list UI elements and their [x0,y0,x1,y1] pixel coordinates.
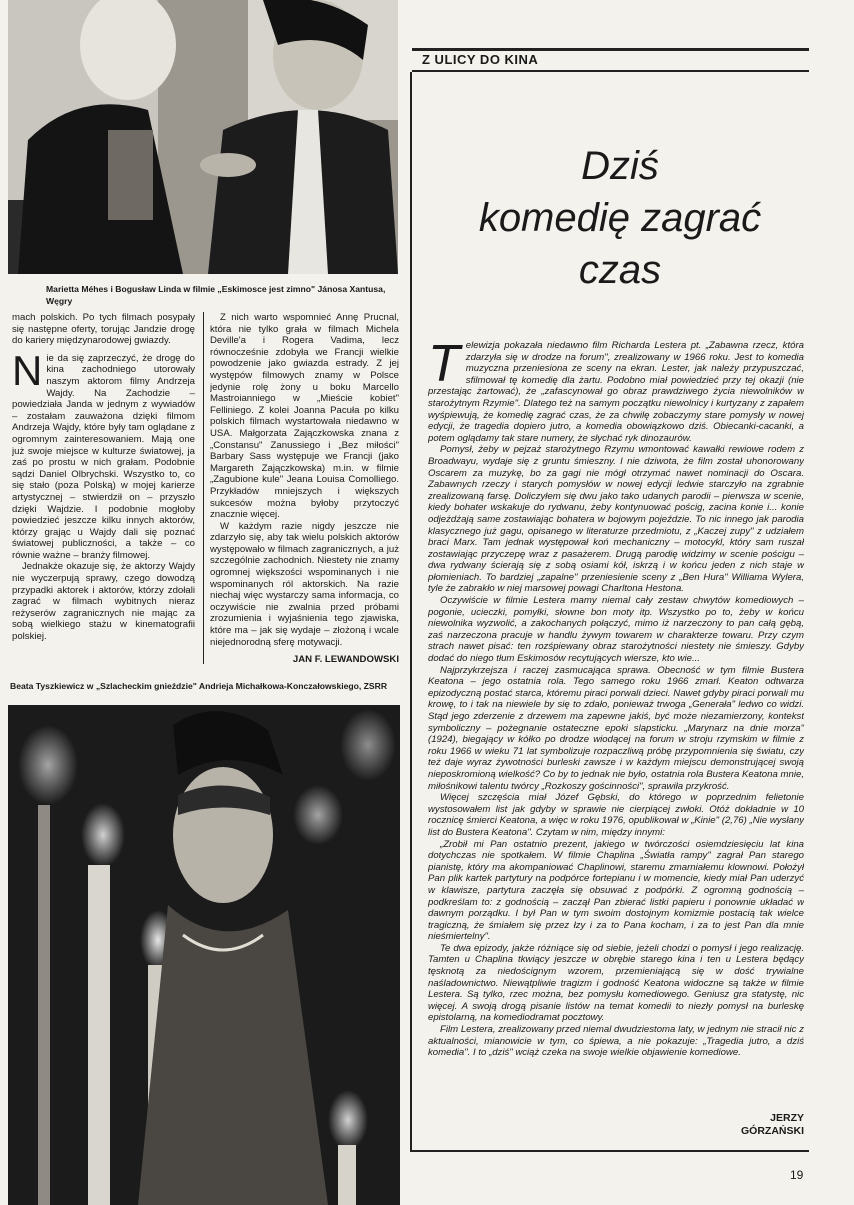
right-article-body [428,340,804,1092]
right-paragraph-5: Więcej szczęścia miał Józef Gębski, do którego w poprzednim felietonie wystosowałem list jak gdyby w sprawie nie cierpiącej zwłoki. Otóż dokładnie w 10 rocznicę śmierci Keatona, a więc w roku 1976, opublikował w „Kinie" (2,76) „Nie wysłany list do Bustera Keatona". Czytam w nim, między innymi: [428,792,804,838]
article-bottom-border [412,1150,809,1152]
column-divider [203,312,204,664]
left-paragraph-2: Nie da się zaprzeczyć, że drogę do kina zachodniego utorowały naszym aktorom filmy Andrzeja Wajdy. Na Zachodzie – powiedziała Janda w jednym z wywiadów – zostałam zauważona dzięki filmom Andrzeja Wajdy, które były tam oglądane z ogromnym zainteresowaniem. Mają one już swoje miejsce w kulturze światowej, ja zaś po prostu w nich grałam. Podobnie sądzi Daniel Olbrychski. Wszystko to, co się stało (poza Polską) w mojej karierze artystycznej – stwierdził on – przyszło dzięki Wajdzie. I podobnie mogłoby powiedzieć jeszcze kilku innych aktorów, którzy grając u Wajdy dali się poznać światowej publiczności, a także – co równie ważne – branży filmowej. [12,346,195,561]
right-paragraph-7: Te dwa epizody, jakże różniące się od siebie, jeżeli chodzi o pomysł i jego realizację. Tamten u Chaplina tkwiący jeszcze w obrębie starego kina i ten u Lestera będący tęsknotą za niedoścignym wzorem, przemieniającą się w dość trywialne naśladownictwo. Niewątpliwie tragizm i godność Keatona widoczne są także w filmie Lestera. Są tylko, rzec można, bez pomysłu komediowego. Geniusz gra statystę, nic więcej. A swoją drogą pisanie listów na temat komedii to niezły pomysł na burleskę epistolarną, na komediodramat pocztowy. [428,942,804,1024]
right-paragraph-2: Pomysł, żeby w pejzaż starożytnego Rzymu wmontować kawałki rewiowe rodem z Broadwayu, wydaje się z gruntu śmieszny. I nie dziwota, że film został uhonorowany Oscarem za muzykę, bo za gagi nie mógł otrzymać nawet nominacji do Oscara. Zabawnych rzeczy i starych pomysłów w nowej edycji ledwie starczyło na zgrabnie zrealizowaną farsę. Doliczyłem się dwu jako tako udanych parodii – pierwsza w scenie, kiedy bohater wskakuje do rydwanu, żeby kontynuować pościg, zacina konie i... konie odjeżdżają same zostawiając bohatera w bojowym pojeździe. To nic innego jak parodia klasycznego już gagu, opisanego w literaturze przedmiotu, z „Kaczej zupy" z udziałem braci Marx. Tam jednak występował koń mechaniczny – motocykl, który sam ruszał zostawiając przyczepę wraz z pasażerem. Drugą parodię widzimy w scenie pościgu – dwa rydwany ścierają się z sobą osiami kół, iskrzą i w końcu jeden z nich staje w płomieniach. To bardziej „zapalne" przeniesienie sceny z „Ben Hura" Williama Wylera, tyle że zabrakło w niej marsowej powagi Charltona Hestona. [428,444,804,595]
caption-top: Marietta Méhes i Bogusław Linda w filmie „Eskimosce jest zimno" Jánosa Xantusa, Węgry [46,284,386,306]
section-label: Z ULICY DO KINA [422,52,539,67]
left-article-column-1 [12,312,195,666]
headline-line-2: komedię zagrać [478,196,762,240]
big-drop-cap: T [428,340,460,393]
left-paragraph-4: Z nich warto wspomnieć Annę Prucnal, która nie tylko grała w filmach Michela Deville'a i Rogera Vadima, lecz równocześnie zdobyła we Francji wielkie powodzenie jako gwiazda estrady. Z jej występów filmowych znamy w Polsce jedynie rolę żony u boku Marcello Mastroianniego w „Mieście kobiet" Felliniego. Z kolei Joanna Pacuła po kilku polskich filmach wystartowała niedawno w USA. Małgorzata Zajączkowska znana z „Constansu" Zanussiego i „Bez miłości" Barbary Sass występuje we Francji (jako Margareth Zajączkowska) m.in. w filmie „Zagubione kule" Jeana Louisa Comolliego. Przykładów mniejszych i większych sukcesów można byłoby przytoczyć znacznie więcej. [210,312,399,521]
left-article-column-2 [210,312,399,666]
headline-line-1: Dziś [581,144,659,188]
left-paragraph-1: mach polskich. Po tych filmach posypały się następne oferty, torując Jandzie drogę do kariery międzynarodowej gwiazdy. [12,312,195,347]
headline-line-3: czas [578,248,662,292]
author-last-name: GÓRZAŃSKI [741,1125,804,1137]
right-paragraph-3: Oczywiście w filmie Lestera mamy niemal cały zestaw chwytów komediowych – pogonie, ucieczki, pomyłki, słowne bon moty itp. Wszystko po to, żeby w końcu niewolnika wyzwolić, a zakochanych połączyć, mimo iż narzeczony to pan całą gębą, zaś narzeczona pracuje w handlu żywym towarem w charakterze towaru. Przy czym strach nawet pisać: ten rozśpiewany obraz starożytności niestety nie śmieszy. Gdyby dodać do niego tłum Eskimosów recytujących wiersze, kto wie... [428,595,804,665]
photo-top-film-still [8,0,398,274]
page-number: 19 [790,1168,804,1182]
author-first-name: JERZY [770,1112,804,1124]
caption-bottom: Beata Tyszkiewicz w „Szlacheckim gnieździe" Andrieja Michałkowa-Konczałowskiego, ZSRR [10,681,388,691]
left-paragraph-3: Jednakże okazuje się, że aktorzy Wajdy nie wyczerpują sprawy, czego dowodzą przypadki aktorek i aktorów, którzy zdołali zagrać w filmach wybitnych nieraz reżyserów zagranicznych nie mając za sobą wielkiego stażu w kinematografii polskiej. [12,561,195,643]
drop-cap: N [12,346,43,394]
photo-bottom-film-still [8,705,400,1205]
author-name [700,1112,804,1138]
article-headline [430,140,810,296]
right-paragraph-4: Najprzykrzejsza i raczej zasmucająca sprawa. Obecność w tym filmie Bustera Keatona – jego ostatnia rola. Tego samego roku 1966 zmarł. Keaton odtwarza epizodyczną postać starca, któremu piraci porwali dzieci. Nawet gdyby piraci porwali mu krowę, to i tak na niewiele by się to zdało, ponieważ trwoga „Generała" ledwo co widzi. Stąd jego zderzenie z drzewem ma zapewne jakiś, być może niezamierzony, kontekst symboliczny – pożegnanie ostateczne epoki slapsticku. „Marynarz na dnie morza" (1924), biegający w kółko po drodze wiodącej na forum w stroju rzymskim w filmie z roku 1966 w wieku 71 lat symbolizuje rozpaczliwą próbę przypomnienia się światu, czy też daje wyraz żywotności burleski zawsze i w każdym miejscu demonstrującej swoją nieposkromioną wielkość? Co by to jednak nie było, ostatnia rola Bustera Keatona mnie, miłośnikowi talentu twórcy „Rozkoszy gościnności", sprawiła przykrość. [428,664,804,792]
section-top-rule [412,48,809,51]
right-paragraph-1: Telewizja pokazała niedawno film Richarda Lestera pt. „Zabawna rzecz, która zdarzyła się w drodze na forum", zrealizowany w 1966 roku. Jest to komedia muzyczna przeniesiona ze sceny na ekran. Lester, jak należy przypuszczać, sfilmował tę komedię dla żartu. Podobno miał powiedzieć przy tej okazji (nie przestając żartować), że „zafascynował go obraz prawdziwego życia niewolników w starożytnym Rzymie". Dlatego też na samym początku niewolnicy i kurtyzany z zapałem wyśpiewują, że komedię zagrać czas, że za chwilę zobaczymy stare pomysły w nowej edycji, że tragedia dopiero jutro, a komedia obowiązkowo dziś. Obiecanki-cacanki, a potem oglądamy tak stare numery, że słychać ryk dinozaurów. [428,340,804,444]
right-paragraph-6: „Zrobił mi Pan ostatnio prezent, jakiego w twórczości osiemdziesięciu lat kina dotychczas nie spotkałem. W filmie Chaplina „Światła rampy" zagrał Pan starego pianistę, który ma akompaniować Chaplinowi, staremu zmarniałemu klownowi. Położył Pan plik kartek partytury na podpórce fortepianu i w momencie, kiedy miał Pan uderzyć w klawisze, partytura zaczęła się obsuwać z podpórki. Z ogromną godnością – podkreślam to: z godnością – zaczął Pan zbierać listki papieru i ponownie układać w dawnym porządku. I był Pan w tym swoim dostojnym komizmie postacią tak wielce tragiczną, że śmiałem się przez łzy i za to Pana kocham, i za to jest Pan dla mnie nieśmiertelny". [428,838,804,943]
right-paragraph-8: Film Lestera, zrealizowany przed niemal dwudziestoma laty, w jednym nie stracił nic z aktualności, mianowicie w tym, co śpiewa, a nie pokazuje: „Tragedia jutro, a dziś komedia". I to „dziś" wciąż czeka na swoje wielkie objawienie komediowe. [428,1024,804,1059]
photo-bottom-image [8,705,400,1205]
left-paragraph-5: W każdym razie nigdy jeszcze nie zdarzyło się, aby tak wielu polskich aktorów występowało w filmach zagranicznych, a już szczególnie zachodnich. Niestety nie znamy ogromnej większości wspominanych i nie wspominanych ról aktorskich. Na razie niechaj więc wystarczy sama informacja, co oczywiście nie zwalnia przed próbami zrozumienia i wyjaśnienia tego zjawiska, które ma – jak się wydaje – złożoną i wcale niejednorodną sferę motywacji. [210,520,399,648]
photo-top-image [8,0,398,274]
article-left-border [410,72,412,1152]
section-bottom-rule [412,70,809,72]
left-article-signature: JAN F. LEWANDOWSKI [292,654,399,666]
